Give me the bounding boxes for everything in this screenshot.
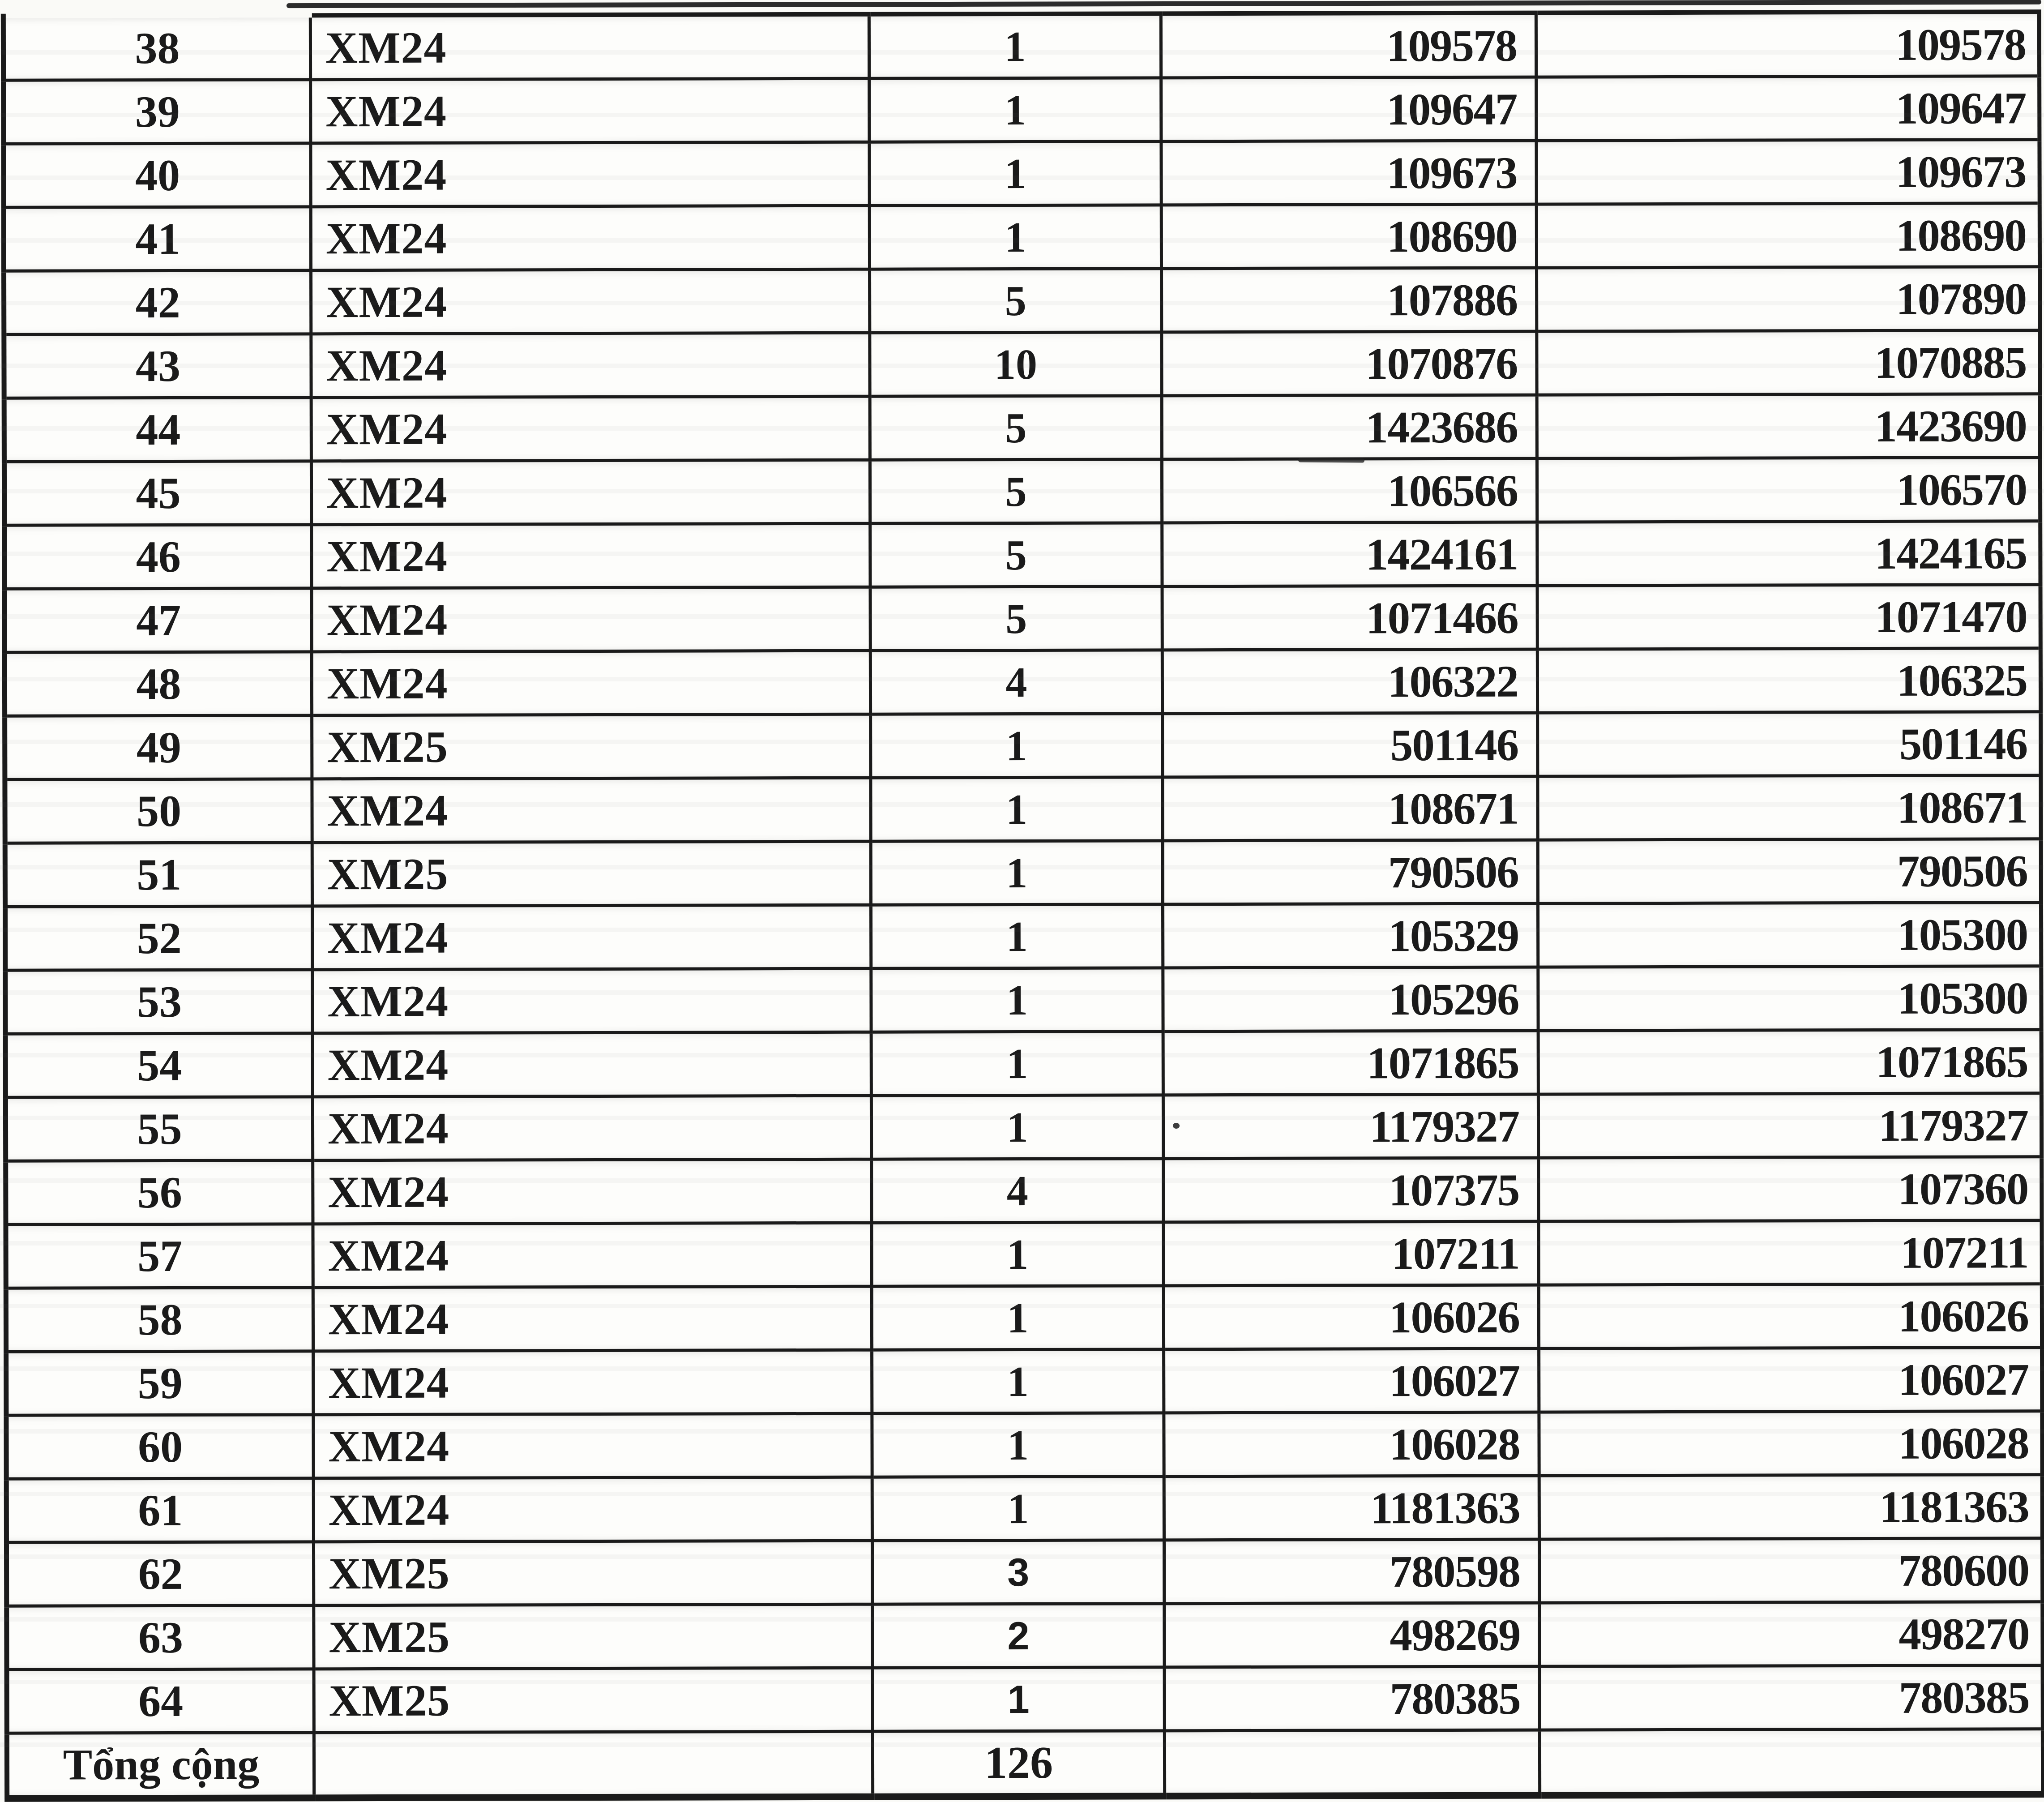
total-from-cell-empty [1164,1730,1539,1796]
cell-qty: 10 [870,332,1162,396]
cell-code: XM25 [312,714,871,779]
table-row [5,1030,2041,1098]
table-row [3,12,2039,80]
cell-from: 106322 [1162,649,1537,714]
cell-qty: 1 [872,1667,1164,1731]
cell-from: 780598 [1164,1539,1539,1604]
cell-from: 109673 [1161,141,1536,205]
cell-to: 1071470 [1537,585,2040,649]
scan-artifact-dash [1298,458,1364,462]
cell-qty: 4 [872,1159,1163,1223]
cell-code: XM24 [312,778,871,843]
cell-qty: 1 [869,78,1161,142]
table-row [6,1157,2042,1225]
cell-qty: 5 [870,586,1162,651]
table-row [4,76,2040,144]
cell-no: 54 [5,1033,312,1097]
cell-code: XM24 [313,1159,872,1224]
cell-no: 61 [6,1478,313,1542]
cell-qty: 1 [871,841,1163,905]
table-row [5,966,2041,1034]
cell-to: 1424165 [1537,521,2040,586]
cell-code: XM24 [313,1350,872,1415]
cell-no: 43 [4,334,311,398]
table-row [4,140,2040,208]
table-row [7,1665,2043,1734]
cell-qty: 1 [871,968,1163,1032]
cell-to: 1070885 [1537,330,2040,395]
cell-to: 105300 [1538,966,2041,1031]
cell-to: 106570 [1537,458,2040,522]
cell-qty: 2 [872,1604,1164,1668]
cell-no: 41 [4,207,311,271]
cell-code: XM25 [312,841,871,906]
cell-from: 1423686 [1162,395,1537,459]
cell-code: XM24 [311,460,870,525]
cell-qty: 1 [871,777,1163,841]
cell-no: 46 [4,525,312,589]
cell-qty: 1 [871,1095,1163,1159]
cell-qty: 4 [870,650,1162,714]
cell-no: 45 [4,461,311,525]
cell-no: 53 [5,970,312,1034]
total-code-cell-empty [314,1731,872,1798]
cell-qty: 1 [869,205,1161,269]
cell-code: XM24 [313,1286,872,1351]
table-row [4,648,2040,716]
table-row [4,394,2040,462]
table-row [7,1602,2043,1670]
cell-from: 1071865 [1163,1031,1538,1095]
cell-to: 106325 [1537,648,2040,713]
cell-code: XM25 [313,1541,872,1605]
cell-qty: 5 [870,269,1162,333]
table-row [6,1538,2042,1606]
cell-no: 51 [5,843,312,907]
cell-qty: 1 [872,1286,1163,1350]
cell-to: 1179327 [1538,1093,2041,1158]
cell-code: XM24 [311,78,869,143]
cell-to: 1423690 [1537,394,2040,458]
cell-from: 109647 [1161,77,1536,141]
cell-no: 39 [4,80,311,144]
cell-no: 56 [6,1160,313,1224]
cell-from: 498269 [1164,1603,1539,1667]
cell-no: 59 [6,1351,313,1415]
cell-to: 106028 [1539,1411,2042,1476]
cell-from: 106026 [1163,1285,1539,1349]
cell-no: 38 [3,15,310,80]
cell-code: XM24 [311,333,870,398]
cell-from: 1070876 [1162,331,1537,396]
total-label: Tổng cộng [7,1733,314,1798]
cell-qty: 1 [872,1222,1163,1286]
cell-code: XM24 [313,1477,872,1542]
cell-code: XM24 [313,1223,872,1288]
cell-to: 107360 [1539,1157,2042,1221]
cell-from: 107886 [1162,268,1537,332]
cell-from: 105296 [1163,967,1538,1032]
cell-qty: 1 [871,904,1163,968]
cell-code: XM24 [311,396,870,461]
total-row [7,1729,2043,1799]
cell-from: 1071466 [1162,586,1537,650]
table-row [6,1411,2042,1479]
cell-from: 790506 [1163,840,1538,904]
cell-qty: 3 [872,1540,1164,1604]
table-row [5,775,2041,843]
table-row [4,330,2040,398]
cell-qty: 1 [872,1413,1164,1477]
table-footer [7,1729,2043,1799]
cell-from: 501146 [1163,713,1538,777]
cell-code: XM24 [312,1032,871,1097]
total-quantity: 126 [872,1731,1164,1797]
cell-from: 106027 [1164,1348,1539,1413]
table-row [5,1093,2041,1161]
cell-qty: 1 [872,1349,1164,1413]
cell-code: XM24 [313,1413,872,1478]
cell-code: XM24 [311,269,870,334]
cell-code: XM25 [314,1604,872,1669]
cell-code: XM24 [311,142,869,207]
cell-qty: 1 [871,1032,1163,1096]
cell-from: 105329 [1163,903,1538,968]
cell-no: 62 [6,1542,313,1606]
cell-code: XM24 [312,905,871,970]
cell-from: 780385 [1164,1666,1539,1731]
cell-to: 790506 [1538,839,2041,903]
cell-qty: 5 [870,459,1162,523]
table-row [4,458,2040,526]
table-row [4,521,2040,589]
cell-qty: 5 [870,523,1162,587]
table-row [4,585,2040,653]
cell-to: 106026 [1539,1284,2042,1348]
cell-no: 57 [6,1224,313,1288]
cell-to: 105300 [1538,903,2041,967]
table-row [6,1348,2042,1416]
cell-to: 109673 [1536,140,2040,204]
cell-no: 55 [5,1097,312,1161]
cell-code: XM24 [312,523,870,588]
cell-from: 1181363 [1164,1476,1539,1540]
cell-from: 108671 [1163,776,1538,841]
cell-qty: 1 [871,714,1163,778]
cell-no: 52 [5,906,312,970]
cell-no: 47 [4,588,312,652]
cell-no: 58 [6,1288,313,1352]
cell-to: 780600 [1539,1538,2042,1603]
cell-from: 1424161 [1162,522,1537,586]
cell-from: 106028 [1164,1412,1539,1477]
cell-to: 107211 [1539,1220,2042,1285]
cell-to: 498270 [1539,1602,2043,1666]
cell-to: 501146 [1538,712,2041,776]
table-row [5,712,2041,780]
cell-no: 49 [5,715,312,779]
cell-from: 107211 [1163,1221,1539,1286]
scan-artifact-dot [1173,1123,1180,1129]
table-row [6,1220,2042,1288]
cell-no: 48 [4,652,312,716]
cell-qty: 1 [869,141,1161,205]
total-to-cell-empty [1539,1729,2043,1795]
table-row [5,839,2041,907]
cell-no: 64 [7,1669,314,1733]
cell-from: 109578 [1161,13,1536,78]
cell-qty: 1 [872,1477,1164,1541]
cell-to: 108671 [1538,775,2041,840]
cell-code: XM25 [314,1668,872,1733]
cell-qty: 5 [870,396,1162,460]
cell-to: 108690 [1536,203,2040,268]
cell-to: 1181363 [1539,1475,2042,1539]
cell-no: 63 [7,1605,314,1669]
cell-to: 107890 [1537,267,2040,331]
cell-to: 109578 [1536,12,2039,77]
cell-code: XM24 [312,1096,871,1160]
cell-to: 106027 [1539,1348,2042,1412]
cell-code: XM24 [310,14,869,80]
cell-from: 106566 [1162,458,1537,523]
table-row [6,1284,2042,1352]
table-row [4,203,2040,271]
cell-code: XM24 [312,968,871,1033]
cell-no: 60 [6,1415,313,1479]
cell-from: 1179327 [1163,1094,1538,1159]
table-row [6,1475,2042,1543]
cell-code: XM24 [312,587,870,652]
table-row [4,267,2040,335]
cell-no: 44 [4,398,311,462]
cell-no: 50 [5,779,312,843]
scan-artifact-top-line [287,0,2041,8]
table-row [5,903,2041,971]
cell-to: 780385 [1539,1665,2043,1730]
cell-no: 42 [4,270,311,334]
cell-from: 108690 [1161,204,1536,269]
table-body [3,12,2043,1733]
cell-from: 107375 [1163,1158,1539,1222]
cell-no: 40 [4,143,311,207]
cell-code: XM24 [312,651,870,715]
cell-qty: 1 [869,13,1161,78]
cell-code: XM24 [311,205,869,270]
serial-ledger-table [1,9,2044,1802]
cell-to: 109647 [1536,76,2040,141]
cell-to: 1071865 [1538,1030,2041,1094]
